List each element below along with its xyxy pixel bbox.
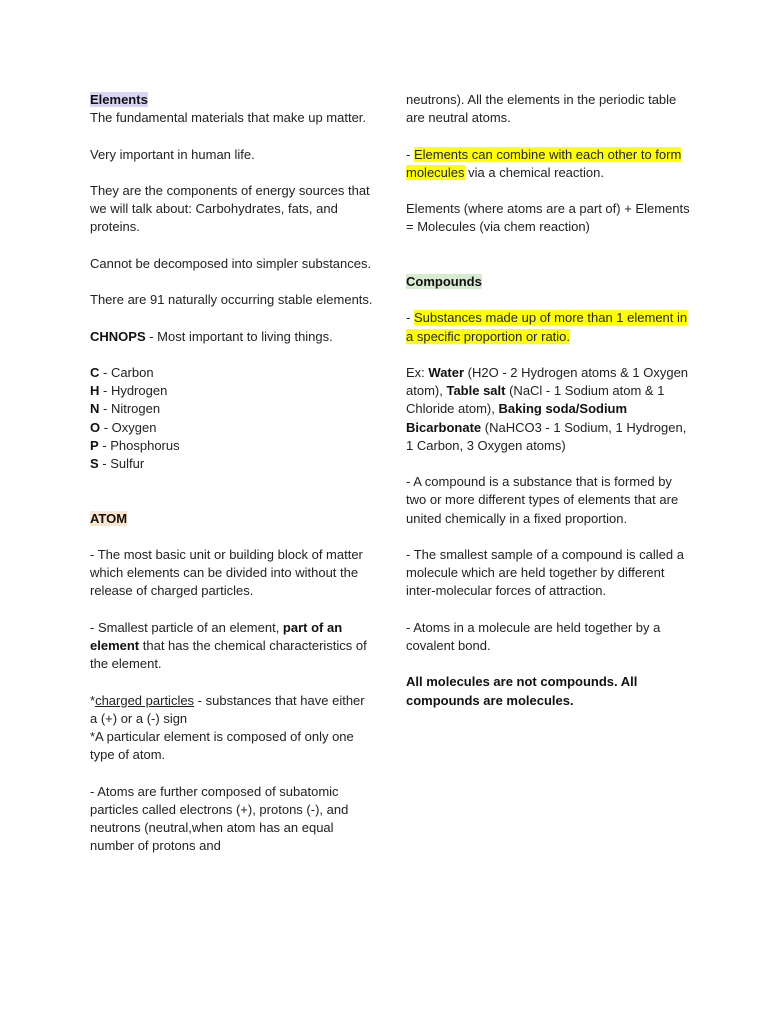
charged-particles-def: - substances that have either a (+) or a (-) sign <box>90 692 365 726</box>
substances-highlight: Substances made up of more than 1 element in a specific proportion or ratio. <box>406 310 688 344</box>
ex-salt: Table salt <box>446 383 506 399</box>
element-symbol: S <box>90 455 99 471</box>
compound-definition: - A compound is a substance that is formed by two or more different types of elements that are united chemically in a fixed proportion. <box>406 474 679 526</box>
ex-soda-detail: (NaHCO3 - 1 Sodium, 1 Hydrogen, 1 Carbon, 3 Oxygen atoms) <box>406 419 687 453</box>
list-item <box>90 400 375 418</box>
list-item <box>90 364 375 382</box>
chnops-desc: - Most important to living things. <box>145 328 333 344</box>
element-name: - Nitrogen <box>99 401 161 417</box>
charged-particles-term: charged particles <box>95 692 195 708</box>
smallest-sample-text: - The smallest sample of a compound is called a molecule which are held together by different inter-molecular forces of attraction. <box>406 546 684 599</box>
element-symbol: P <box>90 437 99 453</box>
examples-text <box>406 364 691 455</box>
chnops-line <box>90 328 375 346</box>
element-name: - Hydrogen <box>99 383 168 399</box>
molecule-equation: Elements (where atoms are a part of) + Elements = Molecules (via chem reaction) <box>406 201 690 235</box>
charged-particles-note <box>90 692 375 728</box>
elements-definition: The fundamental materials that make up matter. <box>90 110 367 126</box>
chnops-list <box>90 364 375 473</box>
atom-heading: ATOM <box>90 510 128 526</box>
covalent-text: - Atoms in a molecule are held together by a covalent bond. <box>406 619 661 653</box>
element-name: - Oxygen <box>100 419 157 435</box>
ex-salt-detail: (NaCl - 1 Sodium atom & 1 Chloride atom), <box>406 383 665 417</box>
atom-smallest-bold: part of an element <box>90 619 343 653</box>
chnops-label: CHNOPS <box>90 328 146 344</box>
element-name: - Sulfur <box>98 455 145 471</box>
neutrons-continued: neutrons). All the elements in the periodic table are neutral atoms. <box>406 92 677 126</box>
list-item <box>90 455 375 473</box>
elements-heading: Elements <box>90 92 148 107</box>
list-item <box>90 382 375 400</box>
combine-highlight: Elements can combine with each other to form molecules <box>406 146 682 180</box>
stable-elements-text: There are 91 naturally occurring stable elements. <box>90 292 373 308</box>
right-column <box>406 91 691 710</box>
ex-soda: Baking soda/Sodium Bicarbonate <box>406 401 628 435</box>
one-type-note: *A particular element is composed of only one type of atom. <box>90 728 354 763</box>
subatomic-text: - Atoms are further composed of subatomic particles called electrons (+), protons (-), and neutrons (neutral,when atom has an equal number of protons and <box>90 783 349 854</box>
element-name: - Phosphorus <box>98 437 180 453</box>
compounds-heading: Compounds <box>406 273 482 289</box>
element-symbol: H <box>90 383 100 399</box>
list-item <box>90 419 375 437</box>
atom-smallest-text <box>90 619 375 674</box>
element-symbol: O <box>90 419 101 435</box>
charged-star: * <box>90 692 96 708</box>
combine-text <box>406 146 691 182</box>
atom-smallest-post: that has the chemical characteristics of the element. <box>90 637 367 672</box>
conclusion-text: All molecules are not compounds. All compounds are molecules. <box>406 674 638 708</box>
element-name: - Carbon <box>99 364 154 380</box>
ex-prefix: Ex: <box>406 364 429 380</box>
ex-water-detail: (H2O - 2 Hydrogen atoms & 1 Oxygen atom), <box>406 364 689 399</box>
atom-basic-text: - The most basic unit or building block of matter which elements can be divided into without the release of charged particles. <box>90 546 363 599</box>
combine-dash: - <box>406 146 414 162</box>
left-column <box>90 91 375 855</box>
list-item <box>90 437 375 455</box>
atom-smallest-pre: - Smallest particle of an element, <box>90 619 283 635</box>
energy-text: They are the components of energy sources that we will talk about: Carbohydrates, fats, and proteins. <box>90 182 370 235</box>
element-symbol: N <box>90 401 100 417</box>
importance-text: Very important in human life. <box>90 146 255 162</box>
ex-water: Water <box>428 364 465 380</box>
decompose-text: Cannot be decomposed into simpler substances. <box>90 255 372 271</box>
combine-rest: via a chemical reaction. <box>464 164 604 180</box>
substances-text <box>406 309 691 345</box>
element-symbol: C <box>90 364 100 380</box>
substances-dash: - <box>406 310 414 326</box>
